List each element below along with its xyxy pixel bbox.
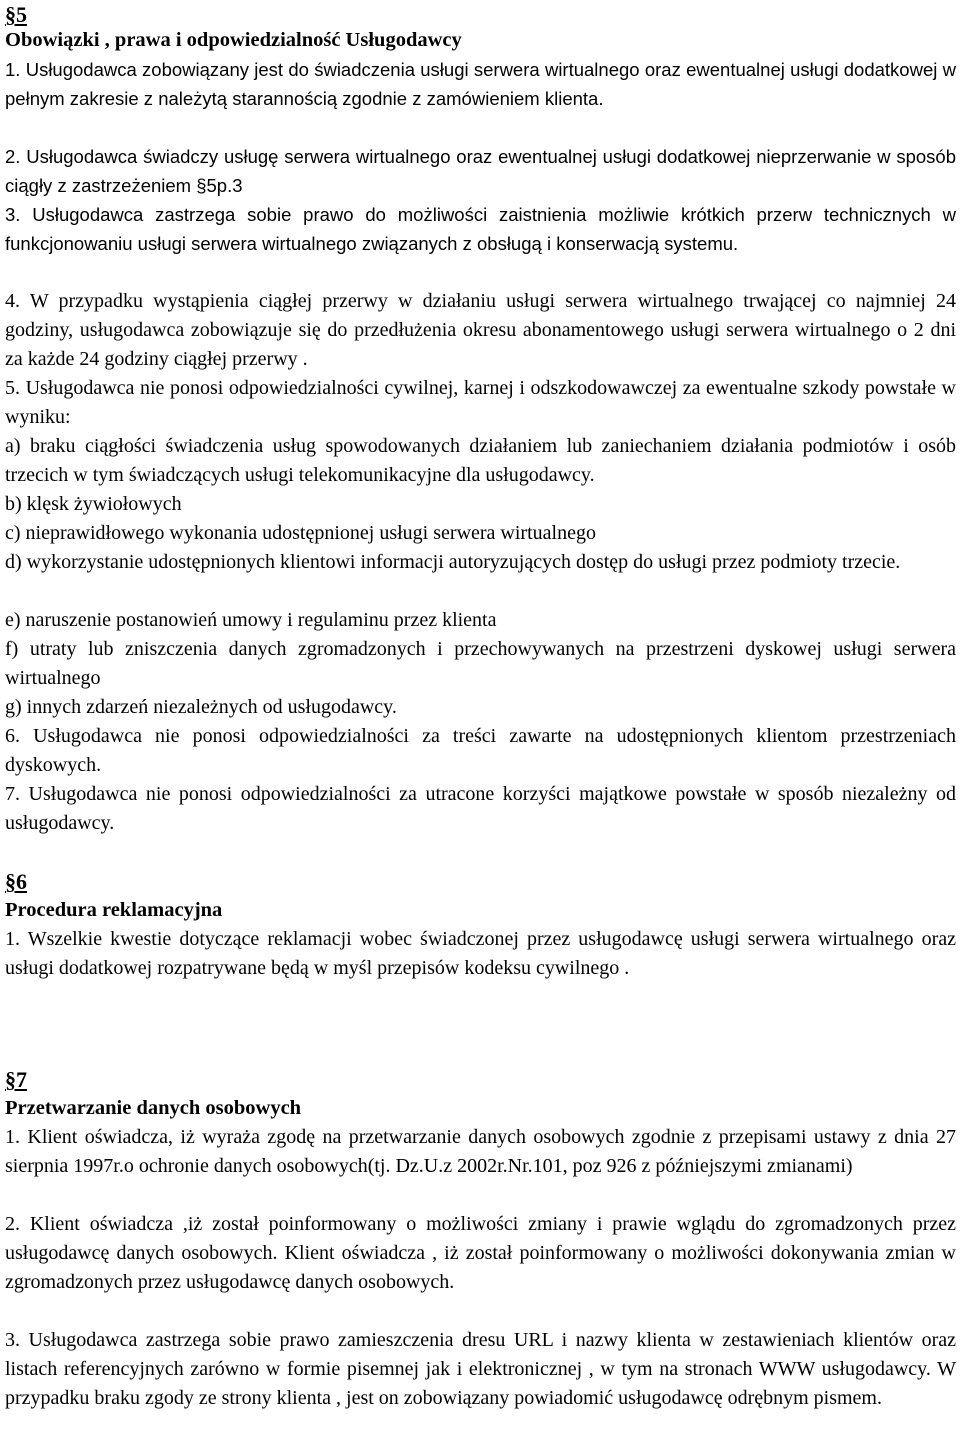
section-title: Przetwarzanie danych osobowych [5,1097,302,1119]
list-item: b) klęsk żywiołowych [5,493,182,515]
section-number: §6 [5,869,27,894]
list-item: c) nieprawidłowego wykonania udostępnionej usługi serwera wirtualnego [5,522,596,544]
paragraph: 1. Usługodawca zobowiązany jest do świadczenia usługi serwera wirtualnego oraz ewentualnej usługi dodatkowej w pełnym zakresie z należytą starannością zgodnie z zamówieniem klienta. [5,59,956,109]
list-item: g) innych zdarzeń niezależnych od usługodawcy. [5,696,397,718]
section-title: Procedura reklamacyjna [5,899,223,921]
paragraph: 2. Usługodawca świadczy usługę serwera wirtualnego oraz ewentualnej usługi dodatkowej nieprzerwanie w sposób ciągły z zastrzeżeniem §5p.3 [5,146,956,196]
paragraph: 7. Usługodawca nie ponosi odpowiedzialności za utracone korzyści majątkowe powstałe w sposób niezależny od usługodawcy. [5,783,956,834]
section-title: Obowiązki , prawa i odpowiedzialność Usługodawcy [5,29,462,51]
paragraph: 4. W przypadku wystąpienia ciągłej przerwy w działaniu usługi serwera wirtualnego trwającej co najmniej 24 godziny, usługodawca zobowiązuje się do przedłużenia okresu abonamentowego usługi serwera wirtualnego o 2 dni za każde 24 godziny ciągłej przerwy . [5,290,956,370]
paragraph: 1. Wszelkie kwestie dotyczące reklamacji wobec świadczonej przez usługodawcę usługi serwera wirtualnego oraz usługi dodatkowej rozpatrywane będą w myśl przepisów kodeksu cywilnego . [5,928,956,979]
list-item: a) braku ciągłości świadczenia usług spowodowanych działaniem lub zaniechaniem działania podmiotów i osób trzecich w tym świadczących usługi telekomunikacyjne dla usługodawcy. [5,435,956,486]
section-number: §5 [5,2,27,27]
paragraph: 3. Usługodawca zastrzega sobie prawo zamieszczenia dresu URL i nazwy klienta w zestawieniach klientów oraz listach referencyjnych zarówno w formie pisemnej jak i elektronicznej , w tym na stronach WWW usługodawcy. W przypadku braku zgody ze strony klienta , jest on zobowiązany powiadomić usługodawcę odrębnym pismem. [5,1329,956,1409]
paragraph: 2. Klient oświadcza ,iż został poinformowany o możliwości zmiany i prawie wglądu do zgromadzonych przez usługodawcę danych osobowych. Klient oświadcza , iż został poinformowany o możliwości dokonywania zmian w zgromadzonych przez usługodawcę danych osobowych. [5,1213,956,1293]
section-number: §7 [5,1067,27,1092]
paragraph: 6. Usługodawca nie ponosi odpowiedzialności za treści zawarte na udostępnionych klientom przestrzeniach dyskowych. [5,725,956,776]
list-item: d) wykorzystanie udostępnionych klientowi informacji autoryzujących dostęp do usługi przez podmioty trzecie. [5,551,901,573]
paragraph: 1. Klient oświadcza, iż wyraża zgodę na przetwarzanie danych osobowych zgodnie z przepisami ustawy z dnia 27 sierpnia 1997r.o ochronie danych osobowych(tj. Dz.U.z 2002r.Nr.101, poz 926 z późniejszymi zmianami) [5,1126,956,1177]
paragraph: 5. Usługodawca nie ponosi odpowiedzialności cywilnej, karnej i odszkodowawczej za ewentualne szkody powstałe w wyniku: [5,377,956,428]
list-item: f) utraty lub zniszczenia danych zgromadzonych i przechowywanych na przestrzeni dyskowej usługi serwera wirtualnego [5,638,956,689]
paragraph: 3. Usługodawca zastrzega sobie prawo do możliwości zaistnienia możliwie krótkich przerw technicznych w funkcjonowaniu usługi serwera wirtualnego związanych z obsługą i konserwacją systemu. [5,204,956,254]
list-item: e) naruszenie postanowień umowy i regulaminu przez klienta [5,609,497,631]
